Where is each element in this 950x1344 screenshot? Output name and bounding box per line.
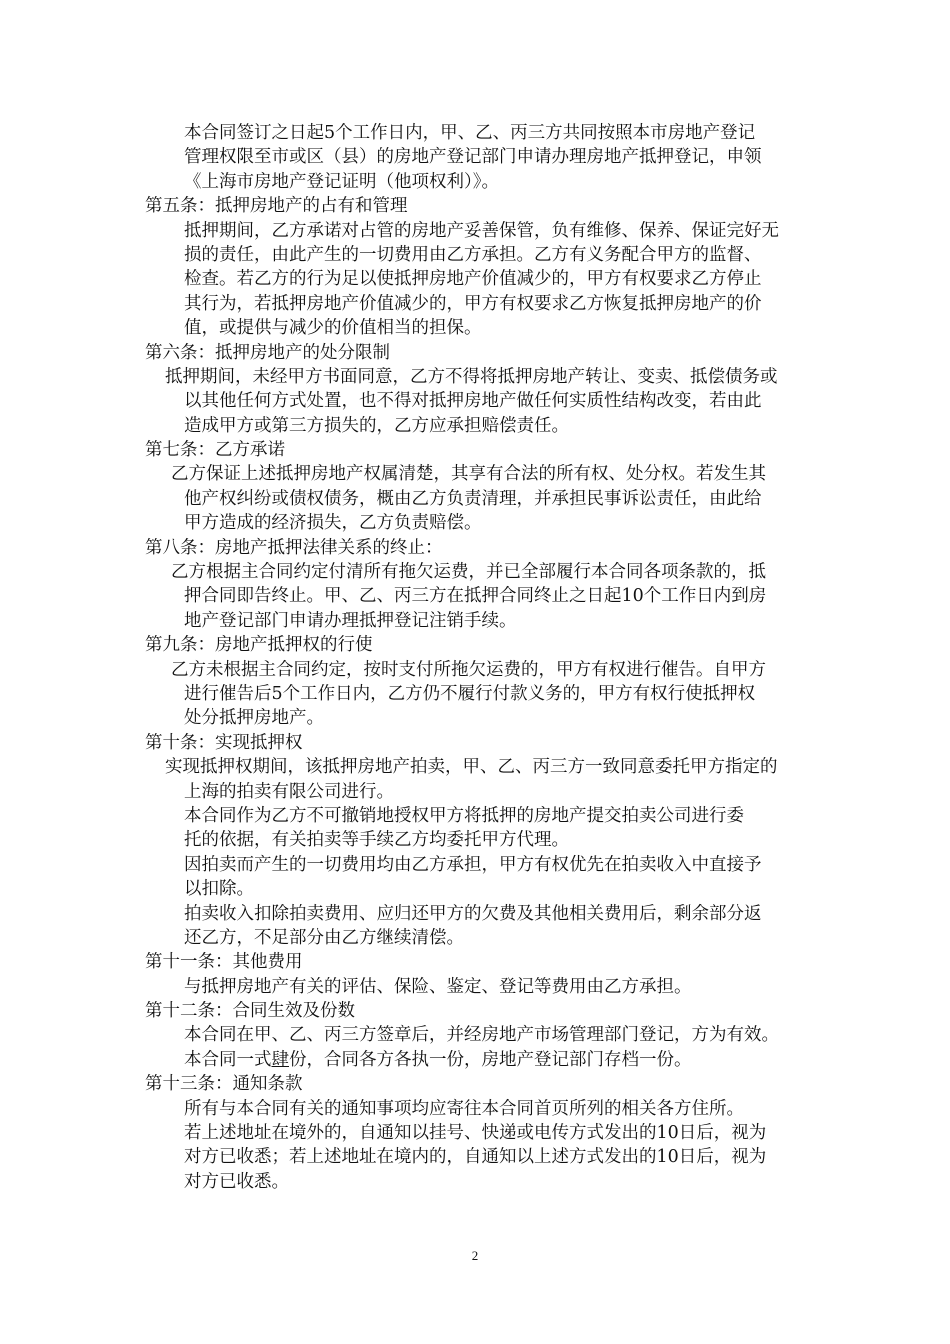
text-line: 拍卖收入扣除拍卖费用、应归还甲方的欠费及其他相关费用后，剩余部分返 (184, 903, 762, 924)
page-number: 2 (471, 1248, 479, 1263)
copies-text-after: 份，合同各方各执一份，房地产登记部门存档一份。 (289, 1049, 692, 1070)
text-line: 乙方未根据主合同约定，按时支付所拖欠运费的，甲方有权进行催告。自甲方 (171, 659, 766, 680)
document-body (145, 121, 810, 1194)
text-line: 抵押期间，乙方承诺对占管的房地产妥善保管，负有维修、保养、保证完好无 (184, 220, 779, 241)
text-line: 处分抵押房地产。 (184, 708, 324, 729)
text-line: 抵押期间，未经甲方书面同意，乙方不得将抵押房地产转让、变卖、抵偿债务或 (165, 366, 778, 387)
text-line: 乙方保证上述抵押房地产权属清楚，其享有合法的所有权、处分权。若发生其 (171, 464, 766, 485)
text-line: 乙方根据主合同约定付清所有拖欠运费，并已全部履行本合同各项条款的，抵 (171, 562, 766, 583)
text-line: 因拍卖而产生的一切费用均由乙方承担，甲方有权优先在拍卖收入中直接予 (184, 854, 762, 875)
section-heading-7: 第七条：乙方承诺 (145, 440, 285, 461)
section-heading-6: 第六条：抵押房地产的处分限制 (145, 342, 390, 363)
text-line: 对方已收悉。 (184, 1171, 289, 1192)
text-line: 对方已收悉；若上述地址在境内的，自通知以上述方式发出的10日后，视为 (184, 1147, 767, 1168)
text-line: 其行为，若抵押房地产价值减少的，甲方有权要求乙方恢复抵押房地产的价 (184, 293, 762, 314)
text-line: 以扣除。 (184, 879, 254, 900)
section-heading-11: 第十一条：其他费用 (145, 952, 303, 973)
text-line: 还乙方，不足部分由乙方继续清偿。 (184, 927, 464, 948)
text-line: 上海的拍卖有限公司进行。 (184, 781, 394, 802)
section-heading-10: 第十条：实现抵押权 (145, 732, 303, 753)
text-line: 押合同即告终止。甲、乙、丙三方在抵押合同终止之日起10个工作日内到房 (184, 586, 767, 607)
section-heading-12: 第十二条：合同生效及份数 (145, 1001, 355, 1022)
text-line: 本合同作为乙方不可撤销地授权甲方将抵押的房地产提交拍卖公司进行委 (184, 805, 744, 826)
text-line: 《上海市房地产登记证明（他项权利）》。 (184, 171, 499, 192)
copies-count: 肆 (271, 1049, 289, 1070)
text-line: 他产权纠纷或债权债务，概由乙方负责清理，并承担民事诉讼责任，由此给 (184, 488, 762, 509)
text-line: 造成甲方或第三方损失的，乙方应承担赔偿责任。 (184, 415, 569, 436)
text-line: 进行催告后5个工作日内，乙方仍不履行付款义务的，甲方有权行使抵押权 (184, 683, 756, 704)
section-heading-13: 第十三条：通知条款 (145, 1074, 303, 1095)
text-line: 管理权限至市或区（县）的房地产登记部门申请办理房地产抵押登记，申领 (184, 147, 762, 168)
text-line: 甲方造成的经济损失，乙方负责赔偿。 (184, 513, 482, 534)
text-line: 本合同在甲、乙、丙三方签章后，并经房地产市场管理部门登记，方为有效。 (184, 1025, 779, 1046)
text-line: 托的依据，有关拍卖等手续乙方均委托甲方代理。 (184, 830, 569, 851)
text-line: 若上述地址在境外的，自通知以挂号、快递或电传方式发出的10日后，视为 (184, 1123, 767, 1144)
text-line: 与抵押房地产有关的评估、保险、鉴定、登记等费用由乙方承担。 (184, 976, 692, 997)
text-line: 实现抵押权期间，该抵押房地产拍卖，甲、乙、丙三方一致同意委托甲方指定的 (165, 757, 778, 778)
copies-line (184, 1048, 810, 1072)
text-line: 地产登记部门申请办理抵押登记注销手续。 (184, 610, 517, 631)
text-line: 本合同签订之日起5个工作日内，甲、乙、丙三方共同按照本市房地产登记 (184, 123, 756, 143)
copies-text-before: 本合同一式 (184, 1049, 272, 1070)
section-heading-9: 第九条：房地产抵押权的行使 (145, 635, 373, 656)
section-heading-5: 第五条：抵押房地产的占有和管理 (145, 196, 408, 217)
text-line: 所有与本合同有关的通知事项均应寄往本合同首页所列的相关各方住所。 (184, 1098, 744, 1119)
text-line: 损的责任，由此产生的一切费用由乙方承担。乙方有义务配合甲方的监督、 (184, 244, 762, 265)
text-line: 值，或提供与减少的价值相当的担保。 (184, 318, 482, 339)
text-line: 以其他任何方式处置，也不得对抵押房地产做任何实质性结构改变，若由此 (184, 391, 762, 412)
text-line: 检查。若乙方的行为足以使抵押房地产价值减少的，甲方有权要求乙方停止 (184, 269, 762, 290)
section-heading-8: 第八条：房地产抵押法律关系的终止： (145, 537, 443, 558)
